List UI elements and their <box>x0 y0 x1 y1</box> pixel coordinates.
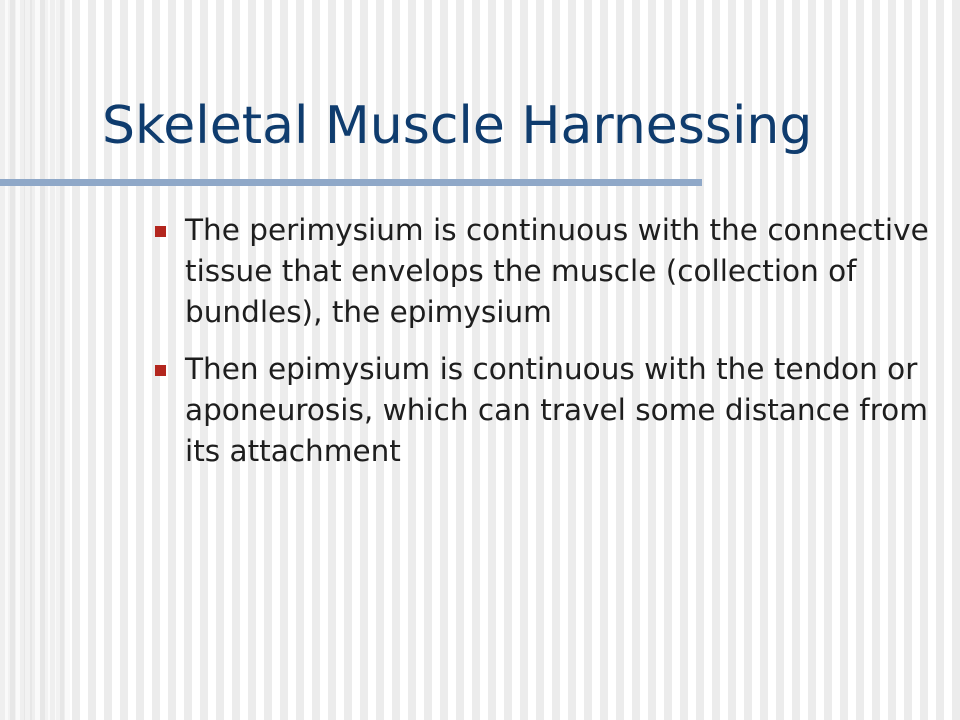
square-bullet-icon <box>155 365 166 376</box>
bullet-item <box>155 349 935 472</box>
slide-title: Skeletal Muscle Harnessing <box>102 96 813 156</box>
background-stripes <box>0 0 70 720</box>
bullet-item <box>155 210 935 333</box>
title-underline-rule <box>0 179 702 186</box>
bullet-list <box>155 210 935 488</box>
bullet-text: The perimysium is continuous with the connective tissue that envelops the muscle (collection of bundles), the epimysium <box>185 213 929 329</box>
bullet-text: Then epimysium is continuous with the tendon or aponeurosis, which can travel some distance from its attachment <box>185 352 928 468</box>
square-bullet-icon <box>155 226 166 237</box>
